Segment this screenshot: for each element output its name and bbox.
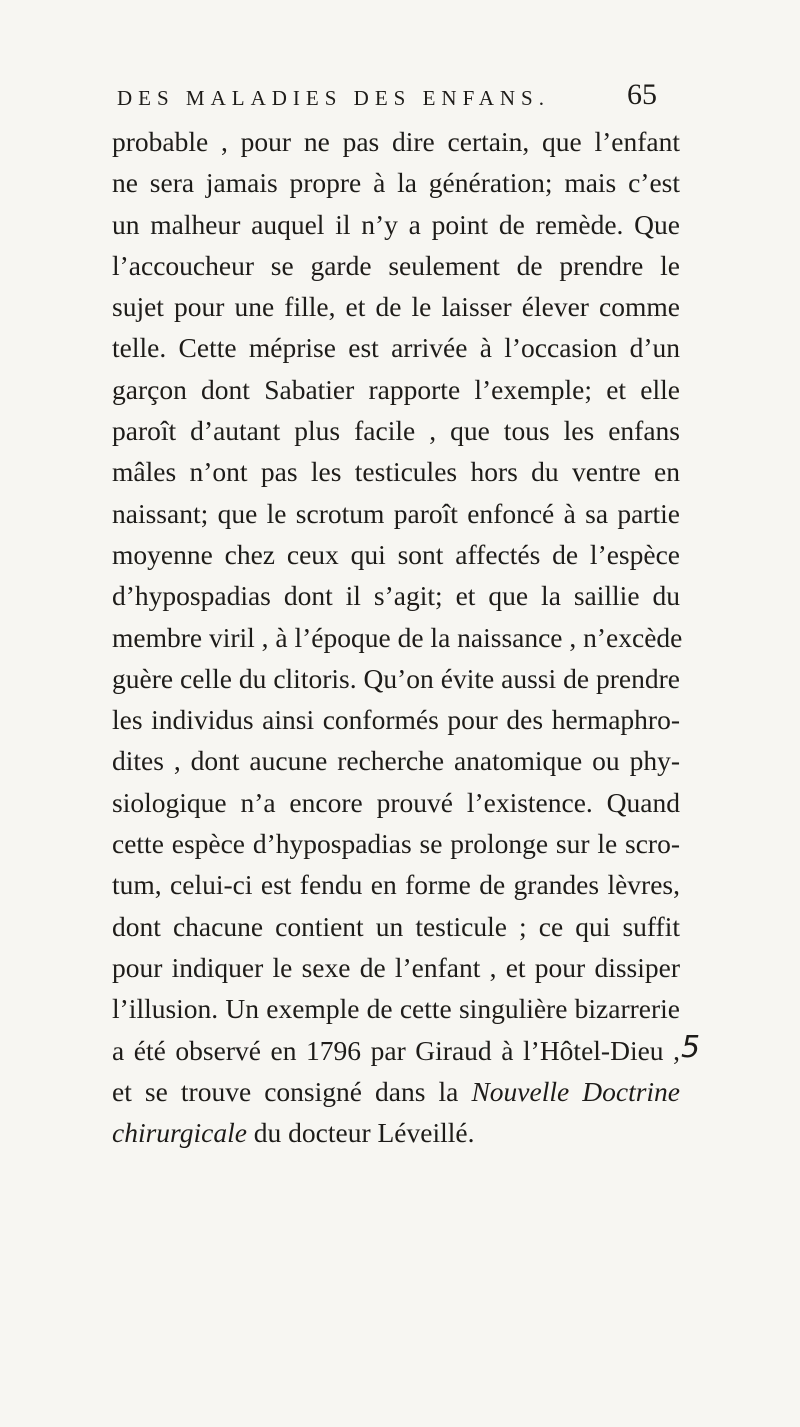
text-line-final [112,1112,680,1153]
text-line: sujet pour une fille, et de le laisser élever comme [112,291,680,323]
text-line: membre viril , à l’époque de la naissance , n’excède [112,621,683,653]
text-line: pour indiquer le sexe de l’enfant , et pour dissiper [112,951,680,983]
text-line-with-title [112,1071,680,1112]
italic-title-part-1: Nouvelle Doctrine [471,1075,681,1107]
text-line: l’illusion. Un exemple de cette singulière bizarrerie [112,993,680,1025]
text-line: paroît d’autant plus facile , que tous les enfans [112,415,680,447]
running-header [117,78,657,118]
body-text [112,121,683,1153]
text-line: ne sera jamais propre à la génération; mais c’est [112,167,680,199]
italic-title-part-2: chirurgicale [112,1117,247,1149]
text-line: d’hypospadias dont il s’agit; et que la saillie du [112,580,680,612]
text-line: probable , pour ne pas dire certain, que l’enfant [112,126,680,157]
text-line: l’accoucheur se garde seulement de prendre le [112,249,680,281]
text-line: guère celle du clitoris. Qu’on évite aussi de prendre [112,662,680,694]
text-line: les individus ainsi conformés pour des hermaphro- [112,704,680,736]
text-line-start: et se trouve consigné dans la [112,1075,459,1107]
text-line: moyenne chez ceux qui sont affectés de l’espèce [112,538,680,570]
text-line: mâles n’ont pas les testicules hors du ventre en [112,456,680,488]
text-line: dites , dont aucune recherche anatomique ou phy- [112,745,680,777]
text-line: dont chacune contient un testicule ; ce qui suffit [112,910,680,942]
text-line: telle. Cette méprise est arrivée à l’occasion d’un [112,332,680,364]
text-line: garçon dont Sabatier rapporte l’exemple; et elle [112,373,680,405]
text-line-end: du docteur Léveillé. [246,1117,475,1149]
page-number: 65 [627,78,657,111]
text-line: a été observé en 1796 par Giraud à l’Hôtel-Dieu , [112,1034,680,1066]
text-line: siologique n’a encore prouvé l’existence. Quand [112,786,680,818]
text-line: naissant; que le scrotum paroît enfoncé à sa partie [112,497,680,529]
signature-mark: 5 [681,1030,701,1065]
text-line: tum, celui-ci est fendu en forme de grandes lèvres, [112,869,680,901]
running-title: DES MALADIES DES ENFANS. [117,86,550,110]
text-line: un malheur auquel il n’y a point de remède. Que [112,208,680,240]
text-line: cette espèce d’hypospadias se prolonge sur le scro- [112,828,680,860]
